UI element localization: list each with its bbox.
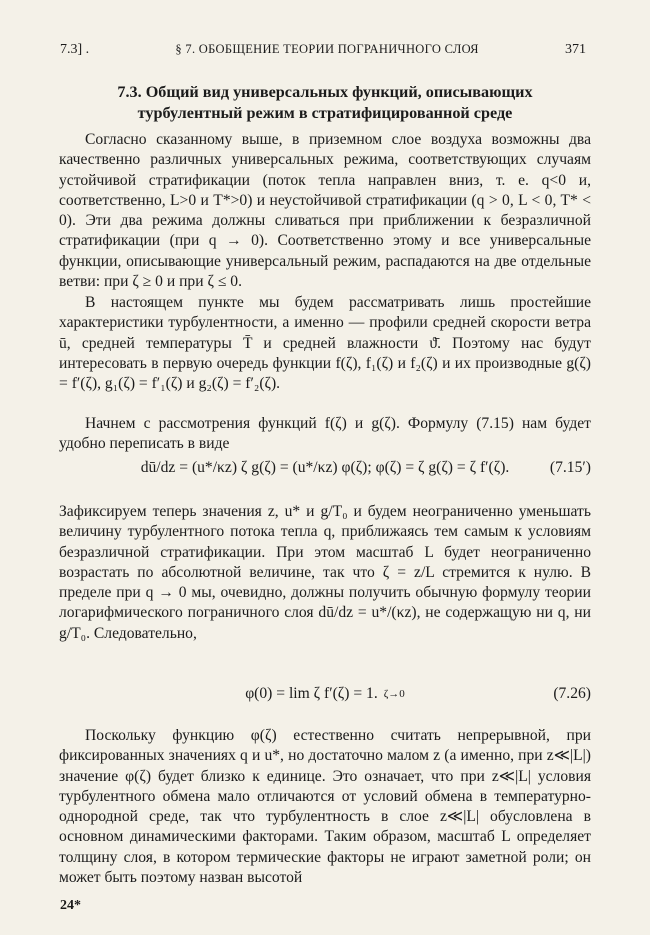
header-chapter-title: § 7. ОБОБЩЕНИЕ ТЕОРИИ ПОГРАНИЧНОГО СЛОЯ (175, 42, 479, 56)
paragraph-5: Поскольку функцию φ(ζ) естественно считать непрерывной, при фиксированных значениях q и u*, но достаточно малом z (а именно, при z≪|L|) значение φ(ζ) будет близко к единице. Это означает, что при z≪|L| условия турбулентного обмена мало отличаются от условий обмена в температурно-однородной среде, так что турбулентность в слое z≪|L| обусловлена в основном динамическими факторами. Таким образом, масштаб L определяет толщину слоя, в котором термические факторы не играют заметной роли; он может быть поэтому назван высотой (59, 727, 591, 887)
paragraph-4-block (59, 502, 591, 644)
equation-7-15 (59, 458, 591, 478)
equation-7-26-limit: ζ→0 (383, 688, 405, 700)
page-number: 371 (565, 42, 586, 57)
paragraph-5-block (59, 726, 591, 888)
equation-7-26-body: φ(0) = lim ζ f′(ζ) = 1. (245, 685, 378, 702)
paragraph-2-block (59, 293, 591, 394)
paragraph-4: Зафиксируем теперь значения z, u* и g/T₀ и будем неограниченно уменьшать величину турбулентного потока тепла q, приближаясь тем самым к условиям безразличной стратификации. При этом масштаб L будет неограниченно возрастать по абсолютной величине, так что ζ = z/L стремится к нулю. В пределе при q → 0 мы, очевидно, должны получить обычную формулу теории логарифмического пограничного слоя dū/dz = u*/(κz), не содержащую ни q, ни g/T₀. Следовательно, (59, 503, 591, 642)
paragraph-3: Начнем с рассмотрения функций f(ζ) и g(ζ). Формулу (7.15) нам будет удобно переписать в виде (59, 415, 591, 453)
paragraph-3-block (59, 414, 591, 455)
equation-7-26-block (59, 684, 591, 704)
signature-mark: 24* (60, 898, 81, 913)
equation-7-15-number: (7.15′) (549, 459, 591, 476)
section-number: 7.3. (117, 83, 142, 101)
paragraph-2: В настоящем пункте мы будем рассматривать лишь простейшие характеристики турбулентности, а именно — профили средней скорости ветра ū, средней температуры T̄ и средней влажности ϑ̄. Поэтому нас будут интересовать в первую очередь функции f(ζ), f₁(ζ) и f₂(ζ) и их производные g(ζ) = f′(ζ), g₁(ζ) = f′₁(ζ) и g₂(ζ) = f′₂(ζ). (59, 294, 591, 393)
section-heading (70, 82, 580, 124)
equation-7-15-body: dū/dz = (u*/κz) ζ g(ζ) = (u*/κz) φ(ζ); φ(ζ) = ζ g(ζ) = ζ f′(ζ). (140, 459, 510, 476)
header-section-ref: 7.3] . (60, 42, 90, 57)
paragraph-1: Согласно сказанному выше, в приземном слое воздуха возможны два качественно различных универсальных режима, соответствующих случаям устойчивой стратификации (поток тепла направлен вниз, т. е. q<0 и, соответственно, L>0 и T*>0) и неустойчивой стратификации (q > 0, L < 0, T* < 0). Эти два режима должны сливаться при приближении к безразличной стратификации (при q → 0). Соответственно этому и все универсальные функции, описывающие универсальный режим, распадаются на две отдельные ветви: при ζ ≥ 0 и при ζ ≤ 0. (59, 131, 591, 291)
section-title-text: Общий вид универсальных функций, описывающих турбулентный режим в стратифицированной среде (137, 83, 533, 122)
paragraph-1-block (59, 130, 591, 292)
equation-7-26-number: (7.26) (553, 685, 591, 702)
equation-7-15-block (59, 458, 591, 478)
running-header (60, 42, 586, 58)
equation-7-26 (59, 684, 591, 704)
